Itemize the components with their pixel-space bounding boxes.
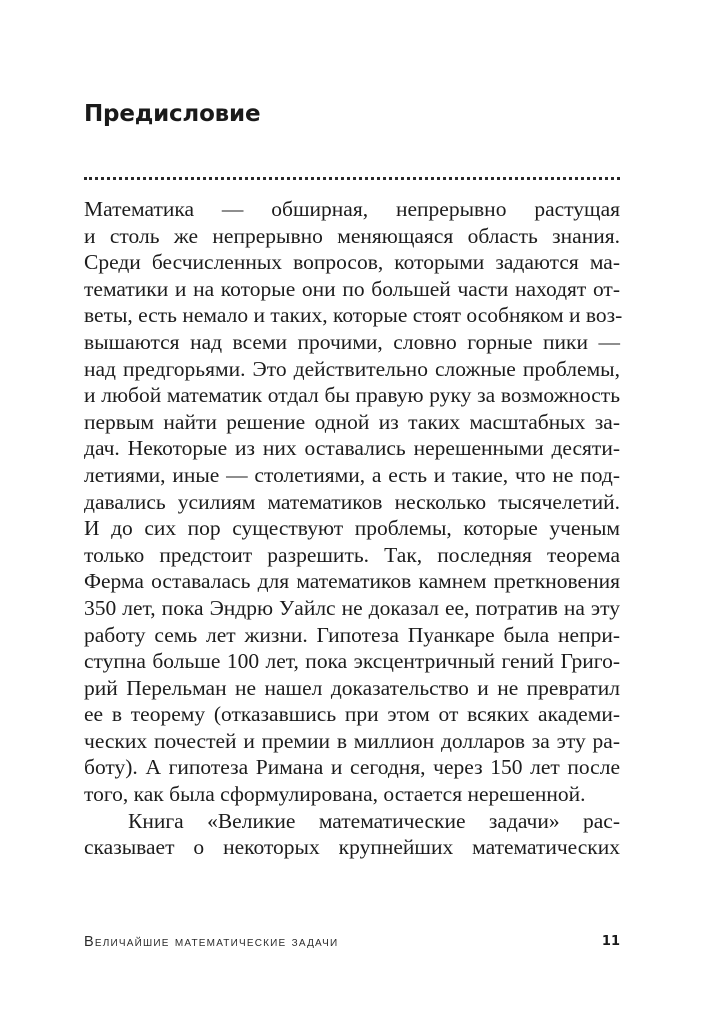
text-line: рий Перельман не нашел доказательство и не превратил — [84, 675, 620, 700]
text-line: веты, есть немало и таких, которые стоят особняком и воз- — [84, 303, 623, 328]
text-line: ступна больше 100 лет, пока эксцентричный гений Григо- — [84, 649, 620, 674]
text-line: летиями, иные — столетиями, а есть и такие, что не под- — [84, 462, 620, 487]
text-line: тематики и на которые они по большей части находят от- — [84, 276, 620, 301]
body-text — [84, 196, 623, 861]
text-line: ческих почестей и премии в миллион долларов за эту ра- — [84, 728, 620, 753]
text-line: того, как была сформулирована, остается нерешенной. — [84, 782, 586, 807]
page-number: 11 — [601, 934, 620, 949]
text-line: Ферма оставалась для математиков камнем преткновения — [84, 569, 620, 594]
text-line: только предстоит разрешить. Так, последняя теорема — [84, 542, 620, 567]
dotted-divider — [84, 177, 620, 180]
text-line: первым найти решение одной из таких масштабных за- — [84, 409, 620, 434]
text-line: работу семь лет жизни. Гипотеза Пуанкаре была непри- — [84, 622, 620, 647]
text-line: боту). А гипотеза Римана и сегодня, через 150 лет после — [84, 755, 620, 780]
text-line: 350 лет, пока Эндрю Уайлс не доказал ее, потратив на эту — [84, 595, 620, 620]
text-line: Математика — обширная, непрерывно растущая — [84, 197, 620, 221]
text-line: и любой математик отдал бы правую руку за возможность — [84, 383, 620, 408]
text-line: Среди бесчисленных вопросов, которыми задаются ма- — [84, 250, 620, 275]
text-line: давались усилиям математиков несколько тысячелетий. — [84, 489, 620, 514]
text-line: над предгорьями. Это действительно сложные проблемы, — [84, 356, 620, 381]
page-footer — [84, 934, 620, 956]
paragraph-2 — [84, 808, 620, 861]
text-line: сказывает о некоторых крупнейших математических — [84, 835, 620, 860]
text-line: вышаются над всеми прочими, словно горные пики — — [84, 329, 620, 354]
text-line: ее в теорему (отказавшись при этом от всяких академи- — [84, 702, 620, 727]
text-line: дач. Некоторые из них оставались нерешенными десяти- — [84, 436, 620, 461]
text-line: Книга «Великие математические задачи» рас- — [128, 808, 620, 833]
running-head: Величайшие математические задачи — [84, 934, 339, 950]
chapter-title: Предисловие — [84, 101, 261, 127]
text-line: И до сих пор существуют проблемы, которые ученым — [84, 516, 620, 541]
paragraph-1 — [84, 196, 623, 808]
text-line: и столь же непрерывно меняющаяся область знания. — [84, 223, 620, 248]
